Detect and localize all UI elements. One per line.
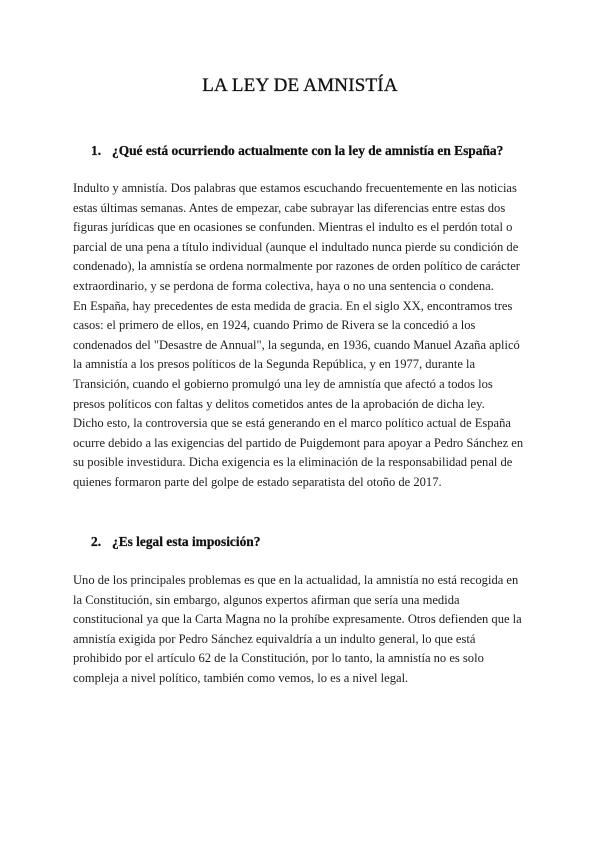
paragraph-2 xyxy=(73,414,543,492)
text-line: Transición, cuando el gobierno promulgó una ley de amnistía que afectó a todos los xyxy=(73,376,493,391)
text-line: prohibido por el artículo 62 de la Constitución, por lo tanto, la amnistía no es solo xyxy=(73,651,484,666)
document-title: LA LEY DE AMNISTÍA xyxy=(202,75,398,96)
text-line: la Constitución, sin embargo, algunos expertos afirman que sería una medida xyxy=(73,592,460,607)
section-number: 2. xyxy=(91,534,102,549)
text-line: En España, hay precedentes de esta medida de gracia. En el siglo XX, encontramos tres xyxy=(73,298,513,313)
text-line: la amnistía a los presos políticos de la Segunda República, y en 1977, durante la xyxy=(73,357,476,372)
text-line: condenado), la amnistía se ordena normalmente por razones de orden político de carácter xyxy=(73,259,520,274)
text-line: constitucional ya que la Carta Magna no la prohíbe expresamente. Otros defienden que la xyxy=(73,612,522,627)
section-heading-2 xyxy=(91,534,260,550)
paragraph-1 xyxy=(73,179,543,414)
text-line: figuras jurídicas que en ocasiones se confunden. Mientras el indulto es el perdón total o xyxy=(73,220,513,235)
text-line: Uno de los principales problemas es que en la actualidad, la amnistía no está recogida en xyxy=(73,573,519,587)
paragraph-3 xyxy=(73,571,543,689)
text-line: estas últimas semanas. Antes de empezar, cabe subrayar las diferencias entre estas dos xyxy=(73,200,506,215)
text-line: extraordinario, y se perdona de forma colectiva, haya o no una sentencia o condena. xyxy=(73,278,494,293)
section-heading-text: ¿Es legal esta imposición? xyxy=(112,534,261,549)
text-line: condenados del "Desastre de Annual", la segunda, en 1936, cuando Manuel Azaña aplicó xyxy=(73,337,520,352)
text-line: ocurre debido a las exigencias del partido de Puigdemont para apoyar a Pedro Sánchez en xyxy=(73,435,524,450)
text-line: compleja a nivel político, también como vemos, lo es a nivel legal. xyxy=(73,670,409,685)
text-line: Indulto y amnistía. Dos palabras que estamos escuchando frecuentemente en las noticias xyxy=(73,181,517,195)
text-line: su posible investidura. Dicha exigencia es la eliminación de la responsabilidad penal de xyxy=(73,455,513,470)
text-line: Dicho esto, la controversia que se está generando en el marco político actual de España xyxy=(73,416,511,430)
section-heading-1 xyxy=(91,143,503,159)
section-number: 1. xyxy=(91,143,102,158)
text-line: amnistía exigida por Pedro Sánchez equivaldría a un indulto general, lo que está xyxy=(73,631,476,646)
text-line: casos: el primero de ellos, en 1924, cuando Primo de Rivera se la concedió a los xyxy=(73,318,476,333)
text-line: quienes formaron parte del golpe de estado separatista del otoño de 2017. xyxy=(73,474,442,489)
text-line: presos políticos con faltas y delitos cometidos antes de la aprobación de dicha ley. xyxy=(73,396,485,411)
section-heading-text: ¿Qué está ocurriendo actualmente con la ley de amnistía en España? xyxy=(112,143,504,158)
text-line: parcial de una pena a título individual (aunque el indultado nunca pierde su condición de xyxy=(73,239,519,254)
